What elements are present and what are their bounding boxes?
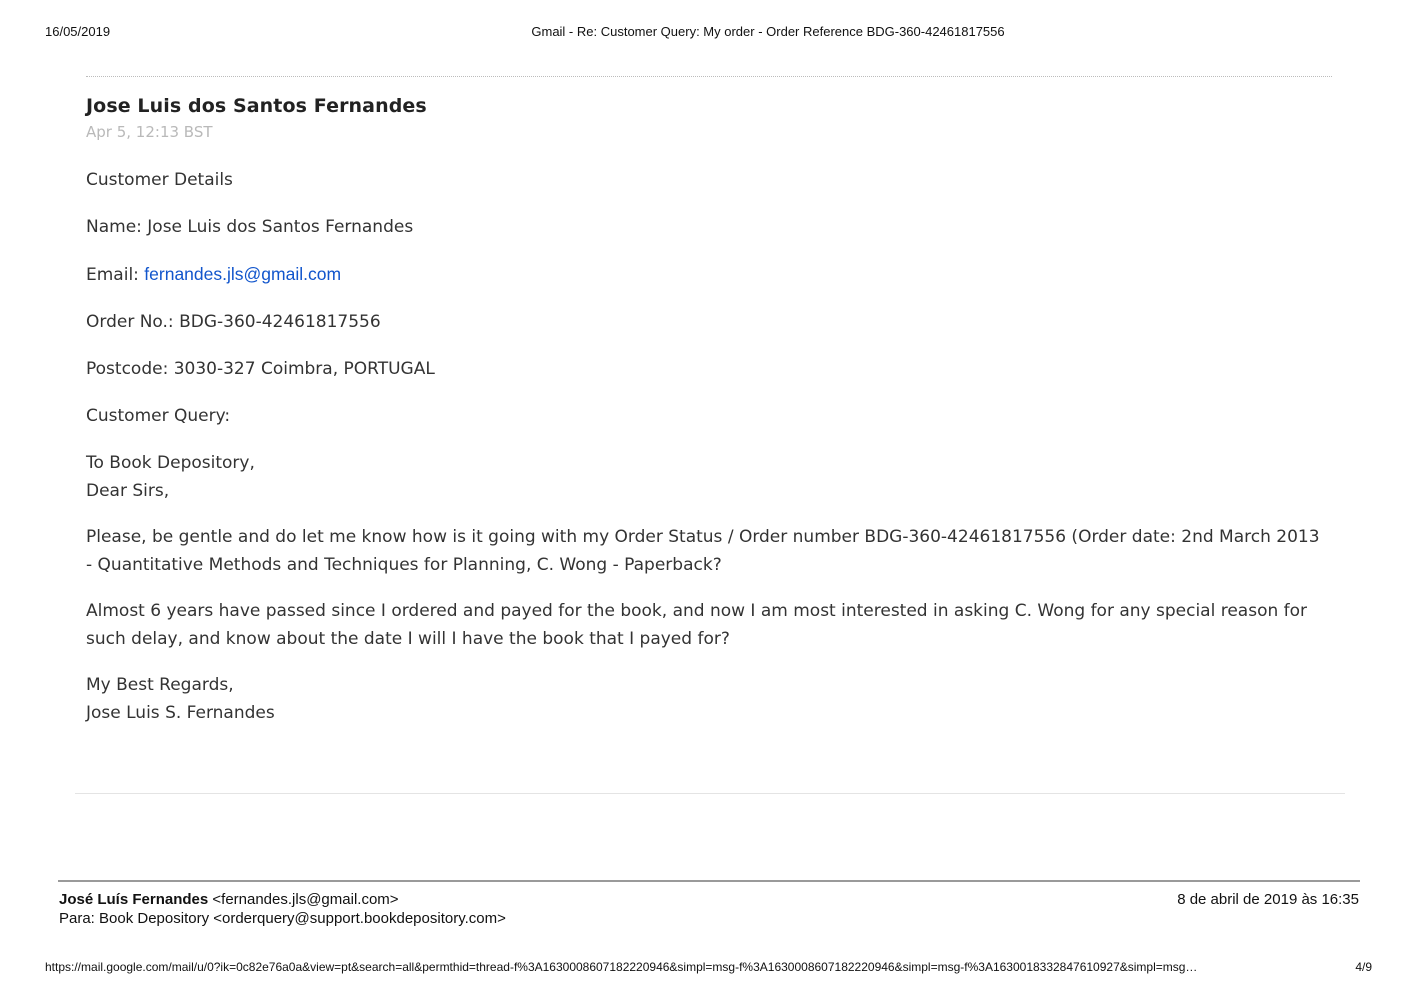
postcode-line: Postcode: 3030-327 Coimbra, PORTUGAL xyxy=(86,359,435,379)
next-message-from xyxy=(59,891,399,908)
print-date: 16/05/2019 xyxy=(45,24,111,39)
order-line: Order No.: BDG-360-42461817556 xyxy=(86,312,381,332)
query-heading: Customer Query: xyxy=(86,406,231,426)
page-number: 4/9 xyxy=(1355,960,1372,974)
top-divider xyxy=(86,76,1332,77)
sender-name: Jose Luis dos Santos Fernandes xyxy=(86,95,427,117)
email-line xyxy=(86,260,1326,289)
page-title: Gmail - Re: Customer Query: My order - Order Reference BDG-360-42461817556 xyxy=(531,24,1005,39)
paragraph-1: Please, be gentle and do let me know how is it going with my Order Status / Order number BDG-360-42461817556 (Order date: 2nd March 2013 - Quantitative Methods and Techniques for Planning, C. Wong - Paperback? xyxy=(86,527,1320,575)
message-body xyxy=(86,166,1326,727)
next-message-to: Para: Book Depository <orderquery@support.bookdepository.com> xyxy=(59,910,506,927)
email-link[interactable]: fernandes.jls@gmail.com xyxy=(144,264,342,284)
paragraph-2: Almost 6 years have passed since I ordered and payed for the book, and now I am most interested in asking C. Wong for any special reason for such delay, and know about the date I will I have the book that I payed for? xyxy=(86,601,1308,649)
footer-url: https://mail.google.com/mail/u/0?ik=0c82e76a0a&view=pt&search=all&permthid=thread-f%3A1630008607182220946&simpl=msg-f%3A1630008607182220946&simpl=msg-f%3A1630018332847610927&simpl=msg… xyxy=(45,960,1198,974)
closing-line-2: Jose Luis S. Fernandes xyxy=(86,703,275,723)
salutation-line-2: Dear Sirs, xyxy=(86,481,170,501)
message-divider xyxy=(75,793,1345,794)
email-message xyxy=(86,92,1326,746)
salutation xyxy=(86,449,1326,505)
sent-time: Apr 5, 12:13 BST xyxy=(86,123,213,141)
next-message-date: 8 de abril de 2019 às 16:35 xyxy=(1177,891,1359,908)
customer-details-heading: Customer Details xyxy=(86,170,233,190)
salutation-line-1: To Book Depository, xyxy=(86,453,255,473)
email-label: Email: xyxy=(86,265,145,285)
name-line: Name: Jose Luis dos Santos Fernandes xyxy=(86,217,414,237)
closing xyxy=(86,671,1326,727)
closing-line-1: My Best Regards, xyxy=(86,675,234,695)
next-message-divider xyxy=(58,880,1360,882)
next-sender-name: José Luís Fernandes xyxy=(59,891,209,908)
next-sender-email: <fernandes.jls@gmail.com> xyxy=(212,891,399,908)
